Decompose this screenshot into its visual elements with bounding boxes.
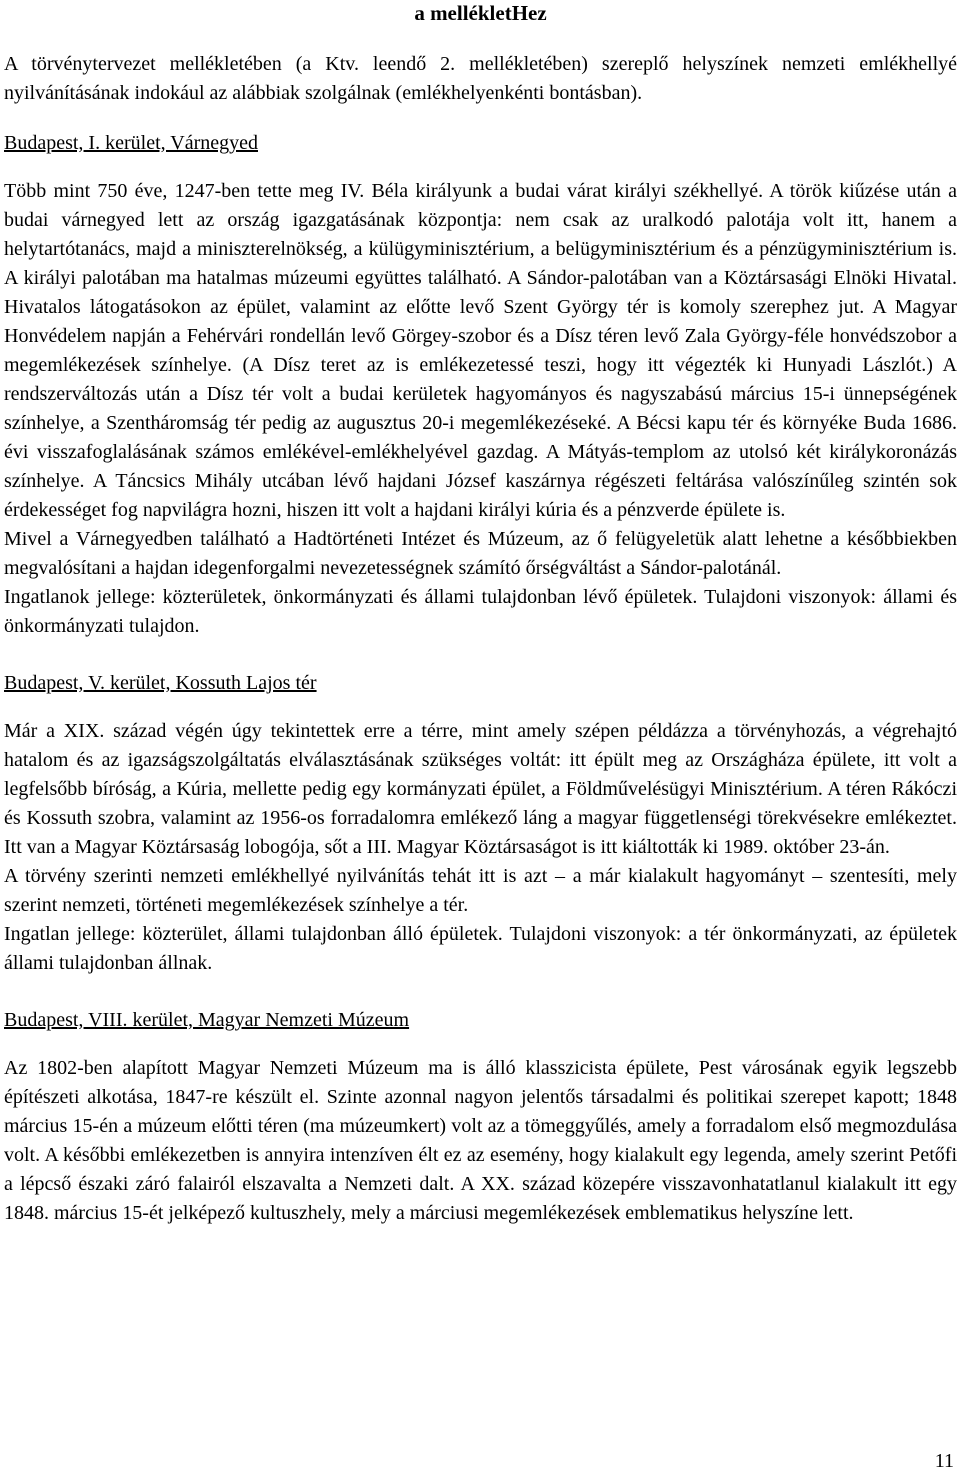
page-number: 11 [934,1450,954,1472]
budavar-paragraph-history: Több mint 750 éve, 1247-ben tette meg IV. Béla királyunk a budai várat királyi székhellyé. A török kiűzése után a budai várnegyed lett az ország igazgatásának központja: nem csak az uralkodó palotája volt itt, hanem a helytartótanács, majd a miniszterelnökség, a külügyminisztérium, a belügyminisztérium és a pénzügyminisztérium is. A királyi palotában ma hatalmas múzeumi együttes található. A Sándor-palotában van a Köztársasági Elnöki Hivatal. Hivatalos látogatásokon az épület, valamint az előtte levő Szent György tér is komoly szerephez jut. A Magyar Honvédelem napján a Fehérvári rondellán levő Görgey-szobor és a Dísz téren levő Zala György-féle honvédszobor a megemlékezések színhelye. (A Dísz teret az is emlékezetessé teszi, hogy itt végezték ki Hunyadi Lászlót.) A rendszerváltozás után a Dísz tér volt a budai kerületek hagyományos és nagyszabású március 15-i ünnepségének színhelye, a Szentháromság tér pedig az augusztus 20-i megemlékezéseké. A Bécsi kapu tér és környéke Buda 1686. évi visszafoglalásának számos emlékével-emlékhelyével gazdag. A Mátyás-templom az utolsó két királykoronázás színhelye. A Táncsics Mihály utcában lévő hajdani József kaszárnya régészeti feltárása valószínűleg szintén sok érdekességet fog napvilágra hozni, hiszen itt volt a hajdani királyi kúria és a pénzverde épülete is. [4,180,957,521]
budavar-paragraph-property: Ingatlanok jellege: közterületek, önkormányzati és állami tulajdonban lévő épületek. Tulajdoni viszonyok: állami és önkormányzati tulajdon. [4,586,957,637]
section-title-museum: Budapest, VIII. kerület, Magyar Nemzeti Múzeum [4,1009,410,1031]
intro-paragraph: A törvénytervezet mellékletében (a Ktv. leendő 2. mellékletében) szereplő helyszínek nemzeti emlékhellyé nyilvánításának indokául az alábbiak szolgálnak (emlékhelyenkénti bontásban). [4,53,957,104]
section-title-kossuth: Budapest, V. kerület, Kossuth Lajos tér [4,672,317,694]
section-title-budavar: Budapest, I. kerület, Várnegyed [4,132,258,154]
kossuth-paragraph-law: A törvény szerinti nemzeti emlékhellyé nyilvánítás tehát itt is azt – a már kialakult hagyományt – szentesíti, mely szerint nemzeti, történeti megemlékezések színhelye a tér. [4,865,957,916]
document-page [4,0,957,1228]
document-heading: a mellékletHez [414,1,547,25]
museum-paragraph-history: Az 1802-ben alapított Magyar Nemzeti Múzeum ma is álló klasszicista épülete, Pest városának egyik legszebb építészeti alkotása, 1847-re készült el. Szinte azonnal nagyon jelentős társadalmi és politikai szerepet kapott; 1848 március 15-én a múzeum előtti téren (ma múzeumkert) volt az a tömeggyűlés, amely a forradalom első megmozdulása volt. A későbbi emlékezetben is annyira intenzíven élt ez az esemény, hogy kialakult egy legenda, amely szerint Petőfi a lépcső északi záró falairól elszavalta a Nemzeti dalt. A XX. század közepére visszavonhatatlanul kialakult itt egy 1848. március 15-ét jelképező kultuszhely, mely a márciusi megemlékezések emblematikus helyszíne lett. [4,1057,957,1224]
kossuth-paragraph-history: Már a XIX. század végén úgy tekintettek erre a térre, mint amely szépen példázza a törvényhozás, a végrehajtó hatalom és az igazságszolgáltatás elválasztásának szükséges voltát: itt épült meg az Országháza épülete, itt volt a legfelsőbb bíróság, a Kúria, mellette pedig egy kormányzati épület, a Földművelésügyi Minisztérium. A téren Rákóczi és Kossuth szobra, valamint az 1956-os forradalomra emlékező láng a magyar függetlenségi törekvésekre emlékeztet. Itt van a Magyar Köztársaság lobogója, sőt a III. Magyar Köztársaságot is itt kiáltották ki 1989. október 23-án. [4,720,957,858]
kossuth-paragraph-property: Ingatlan jellege: közterület, állami tulajdonban álló épületek. Tulajdoni viszonyok: a tér önkormányzati, az épületek állami tulajdonban állnak. [4,923,957,974]
budavar-paragraph-guard: Mivel a Várnegyedben található a Hadtörténeti Intézet és Múzeum, az ő felügyeletük alatt lehetne a későbbiekben megvalósítani a hajdan idegenforgalmi nevezetességnek számító őrségváltást a Sándor-palotánál. [4,528,957,579]
